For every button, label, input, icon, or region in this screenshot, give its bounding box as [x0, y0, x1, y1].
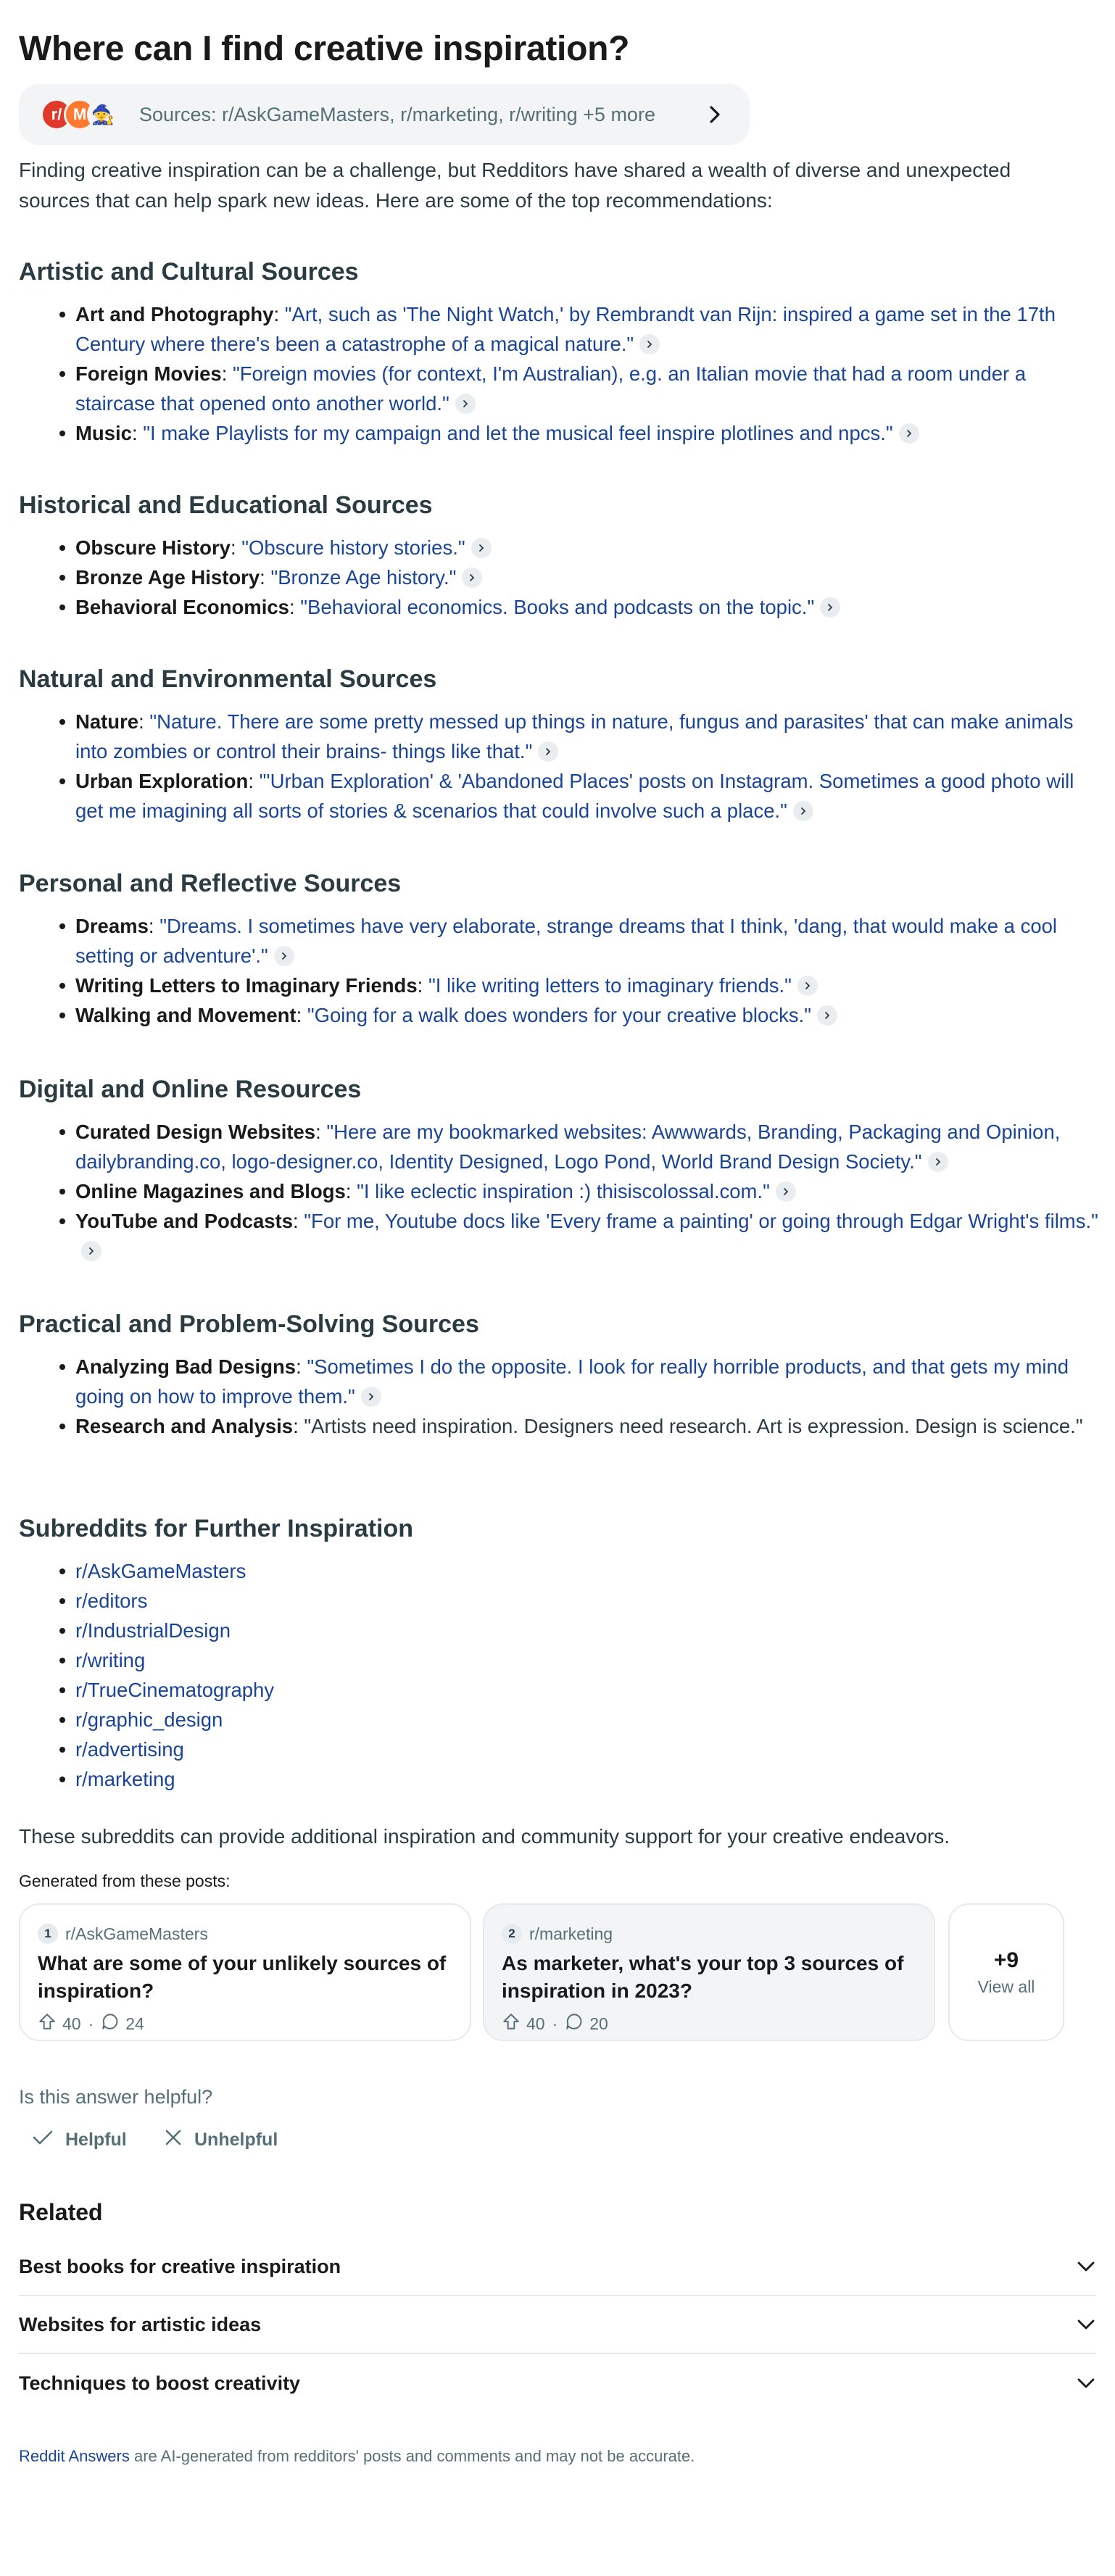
subreddit-link[interactable]: r/graphic_design: [75, 1708, 223, 1731]
subreddit-link-item: [19, 1616, 1099, 1645]
related-heading: Related: [19, 2199, 103, 2225]
quote-link[interactable]: "For me, Youtube docs like 'Every frame a painting' or going through Edgar Wright's films.": [304, 1210, 1098, 1232]
item-label: Writing Letters to Imaginary Friends: [75, 974, 418, 997]
list-item: Art and Photography: "Art, such as 'The Night Watch,' by Rembrandt van Rijn: inspired a game set in the 17th Century where there's been a catastrophe of a magical nature.": [19, 299, 1099, 359]
citation-chevron-icon[interactable]: [639, 334, 660, 354]
list-item: Online Magazines and Blogs: "I like eclectic inspiration :) thisiscolossal.com.": [19, 1176, 1099, 1206]
subreddit-link[interactable]: r/TrueCinematography: [75, 1679, 275, 1701]
reddit-answers-link[interactable]: Reddit Answers: [19, 2447, 130, 2465]
quote-link[interactable]: "Foreign movies (for context, I'm Australian), e.g. an Italian movie that had a room under a staircase that opened onto another world.": [75, 362, 1027, 415]
citation-chevron-icon[interactable]: [820, 597, 840, 618]
subreddit-link-item: [19, 1675, 1099, 1705]
list-item: YouTube and Podcasts: "For me, Youtube docs like 'Every frame a painting' or going through Edgar Wright's films.": [19, 1206, 1099, 1266]
item-label: Dreams: [75, 915, 149, 937]
sources-label: Sources: r/AskGameMasters, r/marketing, r/writing +5 more: [139, 103, 655, 125]
quote-link[interactable]: "Going for a walk does wonders for your creative blocks.": [307, 1004, 811, 1026]
citation-chevron-icon[interactable]: [793, 801, 813, 821]
item-label: Music: [75, 422, 132, 444]
section-personal-reflective: [19, 870, 1099, 1030]
list-item: Curated Design Websites: "Here are my bookmarked websites: Awwwards, Branding, Packaging and Opinion, dailybranding.co, logo-designer.co, Identity Designed, Logo Pond, World Brand Design Society.": [19, 1117, 1099, 1176]
helpful-button[interactable]: [32, 2119, 127, 2160]
citation-chevron-icon[interactable]: [471, 538, 492, 558]
list-item: Research and Analysis: "Artists need inspiration. Designers need research. Art is expression. Design is science.": [19, 1411, 1099, 1441]
subreddit-link[interactable]: r/writing: [75, 1649, 146, 1671]
quote-link[interactable]: "I make Playlists for my campaign and let the musical feel inspire plotlines and npcs.": [143, 422, 893, 444]
quote-link[interactable]: "Sometimes I do the opposite. I look for really horrible products, and that gets my mind going on how to improve them.": [75, 1355, 1069, 1408]
more-posts-count: +9: [993, 1948, 1019, 1972]
list-item: Dreams: "Dreams. I sometimes have very elaborate, strange dreams that I think, 'dang, that would make a cool setting or adventure'.": [19, 911, 1099, 971]
item-label: Bronze Age History: [75, 566, 260, 589]
post-title: As marketer, what's your top 3 sources of inspiration in 2023?: [502, 1952, 904, 2002]
subreddit-avatar: M: [64, 99, 96, 130]
citation-chevron-icon[interactable]: [776, 1181, 796, 1202]
list-item: Bronze Age History: "Bronze Age history.": [19, 562, 1099, 592]
citation-chevron-icon[interactable]: [462, 568, 482, 588]
helpful-label: Helpful: [65, 2129, 127, 2150]
source-avatars: [41, 99, 119, 130]
list-item: Music: "I make Playlists for my campaign and let the musical feel inspire plotlines and npcs.": [19, 418, 1099, 448]
related-question-label: Websites for artistic ideas: [19, 2313, 262, 2335]
citation-chevron-icon[interactable]: [817, 1005, 837, 1026]
item-label: Analyzing Bad Designs: [75, 1355, 297, 1378]
list-item: Writing Letters to Imaginary Friends: "I like writing letters to imaginary friends.": [19, 971, 1099, 1000]
list-item: Walking and Movement: "Going for a walk does wonders for your creative blocks.": [19, 1000, 1099, 1030]
subreddit-link[interactable]: r/advertising: [75, 1738, 184, 1761]
section-heading: Historical and Educational Sources: [19, 491, 433, 519]
subreddit-link-item: [19, 1645, 1099, 1675]
citation-chevron-icon[interactable]: [81, 1241, 101, 1261]
item-label: Urban Exploration: [75, 770, 249, 792]
section-heading: Digital and Online Resources: [19, 1076, 362, 1103]
related-question-row[interactable]: [19, 2354, 1096, 2412]
section-natural-environmental: [19, 665, 1099, 826]
close-icon: [164, 2128, 194, 2152]
chevron-right-icon: [700, 100, 729, 129]
subreddit-avatar: r/: [41, 99, 72, 130]
upvote-icon: [502, 2012, 526, 2035]
source-post-card[interactable]: 1 r/AskGameMasters What are some of your unlikely sources of inspiration? 40 · 24: [19, 1903, 471, 2041]
quote-link[interactable]: "Obscure history stories.": [241, 536, 465, 559]
item-label: Foreign Movies: [75, 362, 222, 385]
section-heading: Natural and Environmental Sources: [19, 665, 437, 693]
related-question-row[interactable]: [19, 2238, 1096, 2296]
helpful-question: Is this answer helpful?: [19, 2086, 213, 2108]
list-item: Foreign Movies: "Foreign movies (for context, I'm Australian), e.g. an Italian movie that had a room under a staircase that opened onto another world.": [19, 359, 1099, 418]
quote-link[interactable]: "Here are my bookmarked websites: Awwwards, Branding, Packaging and Opinion, dailybranding.co, logo-designer.co, Identity Designed, Logo Pond, World Brand Design Society.": [75, 1121, 1061, 1173]
section-practical-problem-solving: [19, 1310, 1099, 1441]
related-question-row[interactable]: [19, 2296, 1096, 2354]
related-question-label: Techniques to boost creativity: [19, 2372, 301, 2394]
subreddit-link-item: [19, 1556, 1099, 1586]
quote-link[interactable]: "Art, such as 'The Night Watch,' by Rembrandt van Rijn: inspired a game set in the 17th Century where there's been a catastrophe of a magical nature.": [75, 303, 1056, 355]
list-item: Analyzing Bad Designs: "Sometimes I do the opposite. I look for really horrible products, and that gets my mind going on how to improve them.": [19, 1352, 1099, 1411]
subreddit-link[interactable]: r/IndustrialDesign: [75, 1619, 231, 1642]
disclaimer-text: are AI-generated from redditors' posts and comments and may not be accurate.: [129, 2447, 695, 2465]
upvote-icon: [38, 2012, 62, 2035]
post-subreddit: r/AskGameMasters: [65, 1924, 208, 1943]
subreddit-avatar: 🧙: [87, 99, 119, 130]
quote-link[interactable]: "Nature. There are some pretty messed up things in nature, fungus and parasites' that can make animals into zombies or control their brains- things like that.": [75, 710, 1074, 763]
quote-link[interactable]: "Dreams. I sometimes have very elaborate, strange dreams that I think, 'dang, that would make a cool setting or adventure'.": [75, 915, 1058, 967]
section-heading: Personal and Reflective Sources: [19, 870, 402, 897]
subreddit-link[interactable]: r/marketing: [75, 1768, 175, 1790]
citation-chevron-icon[interactable]: [797, 976, 818, 996]
citation-chevron-icon[interactable]: [899, 423, 919, 444]
related-question-label: Best books for creative inspiration: [19, 2255, 341, 2277]
intro-paragraph: Finding creative inspiration can be a challenge, but Redditors have shared a wealth of diverse and unexpected sources that can help spark new ideas. Here are some of the top recommendations:: [19, 159, 1011, 212]
subreddit-link-item: [19, 1734, 1099, 1764]
subreddit-link-item: [19, 1705, 1099, 1734]
comment-count: 20: [589, 2014, 608, 2033]
item-label: YouTube and Podcasts: [75, 1210, 293, 1232]
quote-link[interactable]: "Behavioral economics. Books and podcasts on the topic.": [300, 596, 815, 618]
quote-link[interactable]: "I like eclectic inspiration :) thisiscolossal.com.": [357, 1180, 770, 1202]
page-title: Where can I find creative inspiration?: [19, 30, 630, 68]
checkmark-icon: [32, 2129, 65, 2151]
citation-chevron-icon[interactable]: [274, 946, 294, 966]
section-subreddits: [19, 1515, 1099, 1794]
section-digital-online: [19, 1076, 1099, 1266]
post-title: What are some of your unlikely sources of inspiration?: [38, 1952, 447, 2002]
comment-icon: [101, 2012, 125, 2035]
section-heading: Practical and Problem-Solving Sources: [19, 1310, 479, 1338]
post-subreddit: r/marketing: [529, 1924, 613, 1943]
unhelpful-button[interactable]: [164, 2119, 278, 2160]
post-number: 1: [38, 1924, 58, 1944]
quote-link[interactable]: "'Urban Exploration' & 'Abandoned Places' posts on Instagram. Sometimes a good photo will get me imagining all sorts of stories & scenarios that could involve such a place.": [75, 770, 1074, 822]
view-all-posts-button[interactable]: [948, 1903, 1064, 2041]
subreddit-link-item: [19, 1764, 1099, 1794]
item-label: Obscure History: [75, 536, 231, 559]
citation-chevron-icon[interactable]: [455, 394, 476, 414]
item-label: Online Magazines and Blogs: [75, 1180, 346, 1202]
chevron-down-icon: [1076, 2372, 1096, 2395]
item-label: Art and Photography: [75, 303, 274, 325]
section-heading: Subreddits for Further Inspiration: [19, 1515, 414, 1542]
unhelpful-label: Unhelpful: [194, 2129, 278, 2150]
sources-button[interactable]: [19, 84, 750, 145]
quote-link[interactable]: "Bronze Age history.": [270, 566, 457, 589]
item-label: Research and Analysis: [75, 1415, 294, 1437]
section-heading: Artistic and Cultural Sources: [19, 258, 359, 286]
list-item: Obscure History: "Obscure history stories.": [19, 533, 1099, 562]
item-label: Behavioral Economics: [75, 596, 289, 618]
comment-count: 24: [125, 2014, 144, 2033]
chevron-down-icon: [1076, 2314, 1096, 2336]
subreddit-link[interactable]: r/editors: [75, 1590, 148, 1612]
section-historical-educational: [19, 491, 1099, 622]
source-post-card[interactable]: 2 r/marketing As marketer, what's your top 3 sources of inspiration in 2023? 40 · 20: [483, 1903, 935, 2041]
disclaimer-footer: [19, 2447, 695, 2466]
quote-text: "Artists need inspiration. Designers need research. Art is expression. Design is science.": [304, 1415, 1083, 1437]
citation-chevron-icon[interactable]: [361, 1387, 381, 1407]
item-label: Curated Design Websites: [75, 1121, 316, 1143]
list-item: Behavioral Economics: "Behavioral economics. Books and podcasts on the topic.": [19, 592, 1099, 622]
citation-chevron-icon[interactable]: [538, 741, 558, 762]
citation-chevron-icon[interactable]: [928, 1152, 948, 1172]
outro-paragraph: These subreddits can provide additional inspiration and community support for your creative endeavors.: [19, 1825, 950, 1848]
item-label: Nature: [75, 710, 139, 733]
section-artistic-cultural: [19, 258, 1099, 448]
subreddit-link[interactable]: r/AskGameMasters: [75, 1560, 246, 1582]
list-item: Nature: "Nature. There are some pretty messed up things in nature, fungus and parasites' that can make animals into zombies or control their brains- things like that.": [19, 707, 1099, 766]
comment-icon: [565, 2012, 589, 2035]
chevron-down-icon: [1076, 2256, 1096, 2278]
upvote-count: 40: [526, 2014, 545, 2033]
item-label: Walking and Movement: [75, 1004, 297, 1026]
post-number: 2: [502, 1924, 522, 1944]
list-item: Urban Exploration: "'Urban Exploration' & 'Abandoned Places' posts on Instagram. Sometimes a good photo will get me imagining all sorts of stories & scenarios that could involve such a place.": [19, 766, 1099, 826]
quote-link[interactable]: "I like writing letters to imaginary friends.": [428, 974, 792, 997]
upvote-count: 40: [62, 2014, 81, 2033]
view-all-label: View all: [977, 1977, 1035, 1996]
subreddit-link-item: [19, 1586, 1099, 1616]
generated-from-label: Generated from these posts:: [19, 1871, 231, 1890]
